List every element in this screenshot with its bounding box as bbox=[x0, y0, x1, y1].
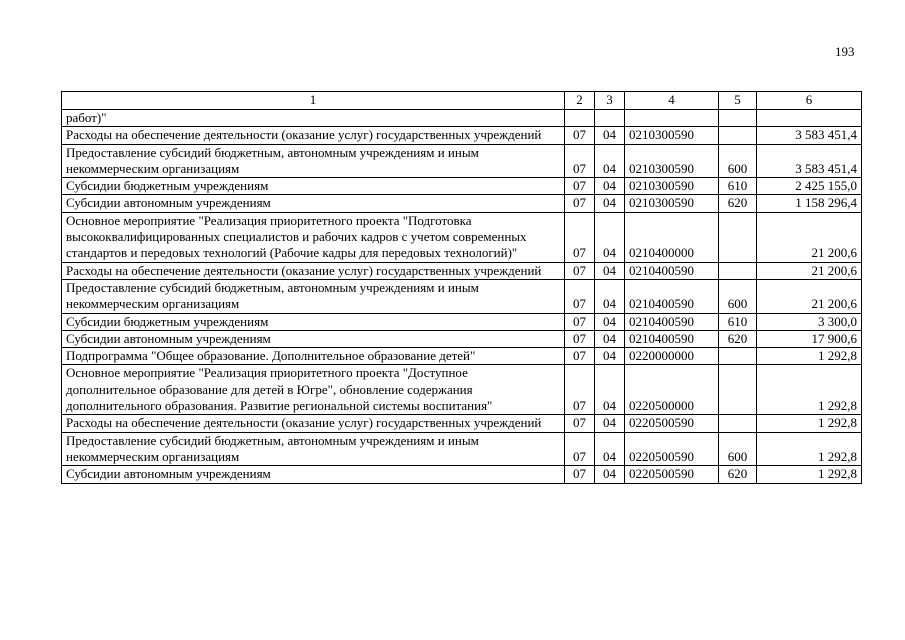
table-row bbox=[62, 195, 862, 212]
row-expense-type bbox=[719, 262, 757, 279]
row-section bbox=[565, 110, 595, 127]
row-expense-type: 610 bbox=[719, 178, 757, 195]
table-row bbox=[62, 279, 862, 313]
row-section: 07 bbox=[565, 466, 595, 483]
table-row bbox=[62, 432, 862, 466]
column-header-subsection: 3 bbox=[595, 92, 625, 110]
row-expense-type bbox=[719, 415, 757, 432]
budget-table bbox=[61, 91, 862, 484]
row-target-article: 0210300590 bbox=[625, 144, 719, 178]
row-name: Подпрограмма "Общее образование. Дополнительное образование детей" bbox=[62, 348, 565, 365]
column-header-name: 1 bbox=[62, 92, 565, 110]
row-section: 07 bbox=[565, 365, 595, 415]
row-amount: 1 292,8 bbox=[757, 365, 862, 415]
row-subsection: 04 bbox=[595, 313, 625, 330]
row-section: 07 bbox=[565, 279, 595, 313]
row-section: 07 bbox=[565, 348, 595, 365]
row-section: 07 bbox=[565, 313, 595, 330]
row-amount: 3 300,0 bbox=[757, 313, 862, 330]
column-header-amount: 6 bbox=[757, 92, 862, 110]
row-amount: 3 583 451,4 bbox=[757, 144, 862, 178]
row-amount: 1 292,8 bbox=[757, 466, 862, 483]
row-target-article: 0210400590 bbox=[625, 330, 719, 347]
row-section: 07 bbox=[565, 212, 595, 262]
row-name: Субсидии бюджетным учреждениям bbox=[62, 313, 565, 330]
row-subsection: 04 bbox=[595, 212, 625, 262]
table-row bbox=[62, 415, 862, 432]
row-amount: 21 200,6 bbox=[757, 212, 862, 262]
row-target-article: 0210400590 bbox=[625, 313, 719, 330]
row-section: 07 bbox=[565, 127, 595, 144]
row-section: 07 bbox=[565, 178, 595, 195]
row-name: Предоставление субсидий бюджетным, автономным учреждениям и иным некоммерческим организациям bbox=[62, 279, 565, 313]
row-expense-type: 620 bbox=[719, 330, 757, 347]
row-expense-type: 620 bbox=[719, 195, 757, 212]
table-row bbox=[62, 262, 862, 279]
row-amount: 21 200,6 bbox=[757, 262, 862, 279]
table-row bbox=[62, 348, 862, 365]
table-header-row bbox=[62, 92, 862, 110]
row-expense-type bbox=[719, 348, 757, 365]
row-target-article: 0220500590 bbox=[625, 466, 719, 483]
row-subsection: 04 bbox=[595, 348, 625, 365]
row-amount bbox=[757, 110, 862, 127]
row-section: 07 bbox=[565, 195, 595, 212]
row-expense-type bbox=[719, 365, 757, 415]
table-row bbox=[62, 144, 862, 178]
row-expense-type bbox=[719, 110, 757, 127]
row-subsection: 04 bbox=[595, 195, 625, 212]
row-expense-type bbox=[719, 127, 757, 144]
row-target-article: 0210300590 bbox=[625, 178, 719, 195]
row-target-article: 0220500000 bbox=[625, 365, 719, 415]
row-expense-type: 600 bbox=[719, 432, 757, 466]
row-subsection: 04 bbox=[595, 466, 625, 483]
row-target-article: 0210400590 bbox=[625, 262, 719, 279]
row-amount: 3 583 451,4 bbox=[757, 127, 862, 144]
row-name: Расходы на обеспечение деятельности (оказание услуг) государственных учреждений bbox=[62, 262, 565, 279]
row-name: Субсидии автономным учреждениям bbox=[62, 330, 565, 347]
row-name: Субсидии автономным учреждениям bbox=[62, 195, 565, 212]
row-name: Основное мероприятие "Реализация приоритетного проекта "Подготовка высококвалифицированных специалистов и рабочих кадров с учетом современных стандартов и передовых технологий (Рабочие кадры для передовых технологий)" bbox=[62, 212, 565, 262]
row-name: Основное мероприятие "Реализация приоритетного проекта "Доступное дополнительное образование для детей в Югре", обновление содержания дополнительного образования. Развитие региональной системы воспитания" bbox=[62, 365, 565, 415]
row-target-article: 0210400000 bbox=[625, 212, 719, 262]
row-name: работ)" bbox=[62, 110, 565, 127]
row-target-article: 0210400590 bbox=[625, 279, 719, 313]
row-subsection bbox=[595, 110, 625, 127]
column-header-target-article: 4 bbox=[625, 92, 719, 110]
row-subsection: 04 bbox=[595, 144, 625, 178]
row-name: Субсидии бюджетным учреждениям bbox=[62, 178, 565, 195]
row-amount: 1 292,8 bbox=[757, 348, 862, 365]
row-name: Предоставление субсидий бюджетным, автономным учреждениям и иным некоммерческим организациям bbox=[62, 144, 565, 178]
row-expense-type: 610 bbox=[719, 313, 757, 330]
table-row bbox=[62, 365, 862, 415]
row-target-article bbox=[625, 110, 719, 127]
row-section: 07 bbox=[565, 330, 595, 347]
row-name: Предоставление субсидий бюджетным, автономным учреждениям и иным некоммерческим организациям bbox=[62, 432, 565, 466]
row-amount: 17 900,6 bbox=[757, 330, 862, 347]
row-target-article: 0220000000 bbox=[625, 348, 719, 365]
column-header-section: 2 bbox=[565, 92, 595, 110]
row-section: 07 bbox=[565, 415, 595, 432]
row-subsection: 04 bbox=[595, 178, 625, 195]
row-amount: 1 292,8 bbox=[757, 415, 862, 432]
row-section: 07 bbox=[565, 262, 595, 279]
table-row bbox=[62, 110, 862, 127]
row-section: 07 bbox=[565, 432, 595, 466]
row-section: 07 bbox=[565, 144, 595, 178]
table-row bbox=[62, 127, 862, 144]
row-name: Расходы на обеспечение деятельности (оказание услуг) государственных учреждений bbox=[62, 415, 565, 432]
row-expense-type: 600 bbox=[719, 279, 757, 313]
table-row bbox=[62, 212, 862, 262]
table-row bbox=[62, 466, 862, 483]
row-name: Субсидии автономным учреждениям bbox=[62, 466, 565, 483]
table-row bbox=[62, 178, 862, 195]
row-target-article: 0220500590 bbox=[625, 432, 719, 466]
column-header-expense-type: 5 bbox=[719, 92, 757, 110]
row-amount: 1 158 296,4 bbox=[757, 195, 862, 212]
row-subsection: 04 bbox=[595, 365, 625, 415]
row-subsection: 04 bbox=[595, 127, 625, 144]
row-expense-type bbox=[719, 212, 757, 262]
table-row bbox=[62, 313, 862, 330]
page-number: 193 bbox=[835, 44, 855, 59]
row-subsection: 04 bbox=[595, 330, 625, 347]
row-expense-type: 620 bbox=[719, 466, 757, 483]
row-amount: 21 200,6 bbox=[757, 279, 862, 313]
row-amount: 1 292,8 bbox=[757, 432, 862, 466]
row-amount: 2 425 155,0 bbox=[757, 178, 862, 195]
row-subsection: 04 bbox=[595, 279, 625, 313]
row-name: Расходы на обеспечение деятельности (оказание услуг) государственных учреждений bbox=[62, 127, 565, 144]
row-expense-type: 600 bbox=[719, 144, 757, 178]
row-target-article: 0210300590 bbox=[625, 127, 719, 144]
row-subsection: 04 bbox=[595, 262, 625, 279]
table-row bbox=[62, 330, 862, 347]
row-subsection: 04 bbox=[595, 415, 625, 432]
row-subsection: 04 bbox=[595, 432, 625, 466]
row-target-article: 0220500590 bbox=[625, 415, 719, 432]
row-target-article: 0210300590 bbox=[625, 195, 719, 212]
